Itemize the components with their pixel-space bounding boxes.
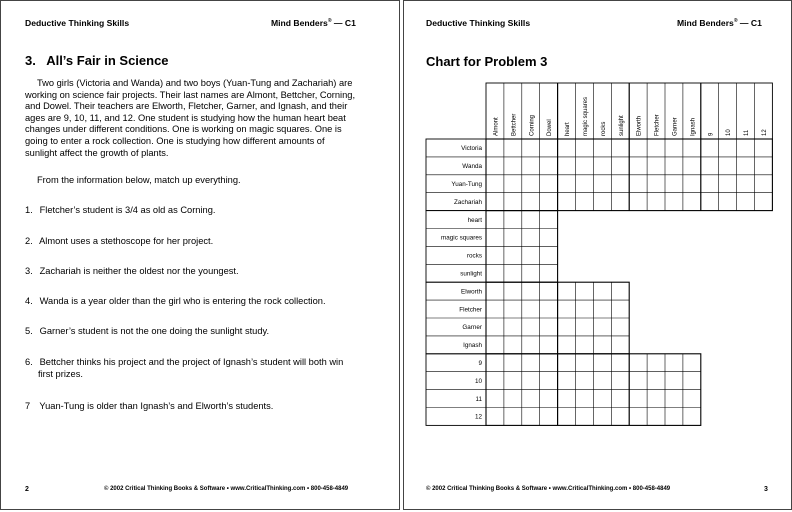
right-header-title: Deductive Thinking Skills bbox=[426, 18, 531, 28]
clue-text: Yuan-Tung is older than Ignash’s and Elworth’s students. bbox=[39, 401, 274, 411]
column-header-label: Fletcher bbox=[654, 114, 661, 136]
right-header-series-end: — C1 bbox=[737, 18, 762, 28]
clue-number: 6. bbox=[25, 357, 33, 367]
column-header-label: 10 bbox=[726, 129, 733, 136]
row-header-label: Zachariah bbox=[453, 198, 482, 206]
clue-item bbox=[25, 204, 365, 216]
row-header-label: Elworth bbox=[461, 288, 482, 296]
clue-number: 2. bbox=[25, 236, 33, 246]
clue-number: 1. bbox=[25, 205, 33, 215]
clue-number: 3. bbox=[25, 266, 33, 276]
row-header-label: sunlight bbox=[460, 270, 482, 278]
clue-text: Almont uses a stethoscope for her project. bbox=[39, 236, 214, 246]
column-header-label: Ignash bbox=[690, 117, 697, 136]
row-header-label: 10 bbox=[474, 377, 482, 385]
row-header-label: magic squares bbox=[441, 234, 482, 242]
row-header-label: 12 bbox=[474, 413, 482, 421]
column-header-label: rocks bbox=[600, 121, 607, 136]
right-header-series-sup: ® bbox=[733, 18, 738, 25]
row-header-label: 11 bbox=[475, 395, 482, 403]
logic-grid bbox=[404, 1, 792, 441]
column-header-label: Almont bbox=[493, 117, 500, 136]
column-header-label: sunlight bbox=[618, 115, 625, 136]
right-page-number: 3 bbox=[764, 486, 768, 493]
left-page-number: 2 bbox=[25, 486, 29, 493]
right-page bbox=[403, 0, 792, 510]
column-header-label: heart bbox=[565, 122, 572, 136]
clue-item bbox=[25, 400, 365, 412]
problem-intro: Two girls (Victoria and Wanda) and two boys (Yuan-Tung and Zachariah) are working on science fair projects. Their last names are Almont, Bettcher, Corning, and Dowel. Their teachers are Elworth, Fletcher, Garner, and Ignash, and their ages are 9, 10, 11, and 12. One student is studying how the human heart beat changes under different conditions. One is working on magic squares. One is going to enter a rock collection. One is studying how different amounts of sunlight affect the growth of plants. bbox=[25, 78, 356, 158]
row-header-label: 9 bbox=[478, 359, 482, 367]
column-header-label: Garner bbox=[672, 117, 679, 136]
clue-text: Garner’s student is not the one doing the sunlight study. bbox=[39, 326, 270, 336]
chart-title: Chart for Problem 3 bbox=[426, 54, 548, 69]
clue-text: Bettcher thinks his project and the project of Ignash’s student will both win first prizes. bbox=[38, 357, 344, 379]
clue-item bbox=[25, 325, 365, 337]
problem-instruction: From the information below, match up everything. bbox=[37, 175, 241, 185]
column-header-label: Corning bbox=[529, 114, 536, 136]
left-footer: © 2002 Critical Thinking Books & Software • www.CriticalThinking.com • 800-458-4849 bbox=[104, 486, 349, 492]
clue-item bbox=[25, 235, 365, 247]
left-header-series bbox=[271, 18, 356, 28]
left-header-series-main: Mind Benders bbox=[271, 18, 328, 28]
row-header-label: Fletcher bbox=[459, 306, 482, 314]
left-header-series-end: — C1 bbox=[331, 18, 356, 28]
column-header-label: 12 bbox=[761, 129, 768, 136]
left-header-title: Deductive Thinking Skills bbox=[25, 18, 130, 28]
column-header-label: Dowel bbox=[547, 119, 554, 136]
left-header-series-sup: ® bbox=[327, 18, 332, 25]
row-header-label: heart bbox=[467, 216, 482, 224]
clue-number: 5. bbox=[25, 326, 33, 336]
row-header-label: rocks bbox=[466, 252, 482, 260]
clue-item bbox=[25, 356, 355, 380]
clue-text: Zachariah is neither the oldest nor the youngest. bbox=[39, 266, 239, 276]
clue-text: Fletcher’s student is 3/4 as old as Corning. bbox=[39, 205, 216, 215]
right-footer: © 2002 Critical Thinking Books & Software • www.CriticalThinking.com • 800-458-4849 bbox=[426, 486, 671, 492]
column-header-label: 9 bbox=[708, 132, 715, 136]
clue-item bbox=[25, 295, 365, 307]
problem-title: 3. All’s Fair in Science bbox=[25, 53, 169, 68]
column-header-label: magic squares bbox=[582, 96, 589, 136]
column-header-label: Bettcher bbox=[511, 113, 518, 136]
clue-text: Wanda is a year older than the girl who is entering the rock collection. bbox=[39, 296, 326, 306]
row-header-label: Garner bbox=[462, 324, 482, 332]
row-header-label: Ignash bbox=[463, 342, 482, 350]
row-header-label: Wanda bbox=[462, 163, 482, 171]
row-header-label: Victoria bbox=[461, 145, 482, 153]
column-header-label: 11 bbox=[744, 129, 751, 136]
row-header-label: Yuan-Tung bbox=[451, 180, 482, 188]
clue-number: 4. bbox=[25, 296, 33, 306]
clue-number: 7 bbox=[25, 401, 31, 411]
clue-item bbox=[25, 265, 365, 277]
column-header-label: Elworth bbox=[636, 115, 643, 136]
right-header-series-main: Mind Benders bbox=[677, 18, 734, 28]
